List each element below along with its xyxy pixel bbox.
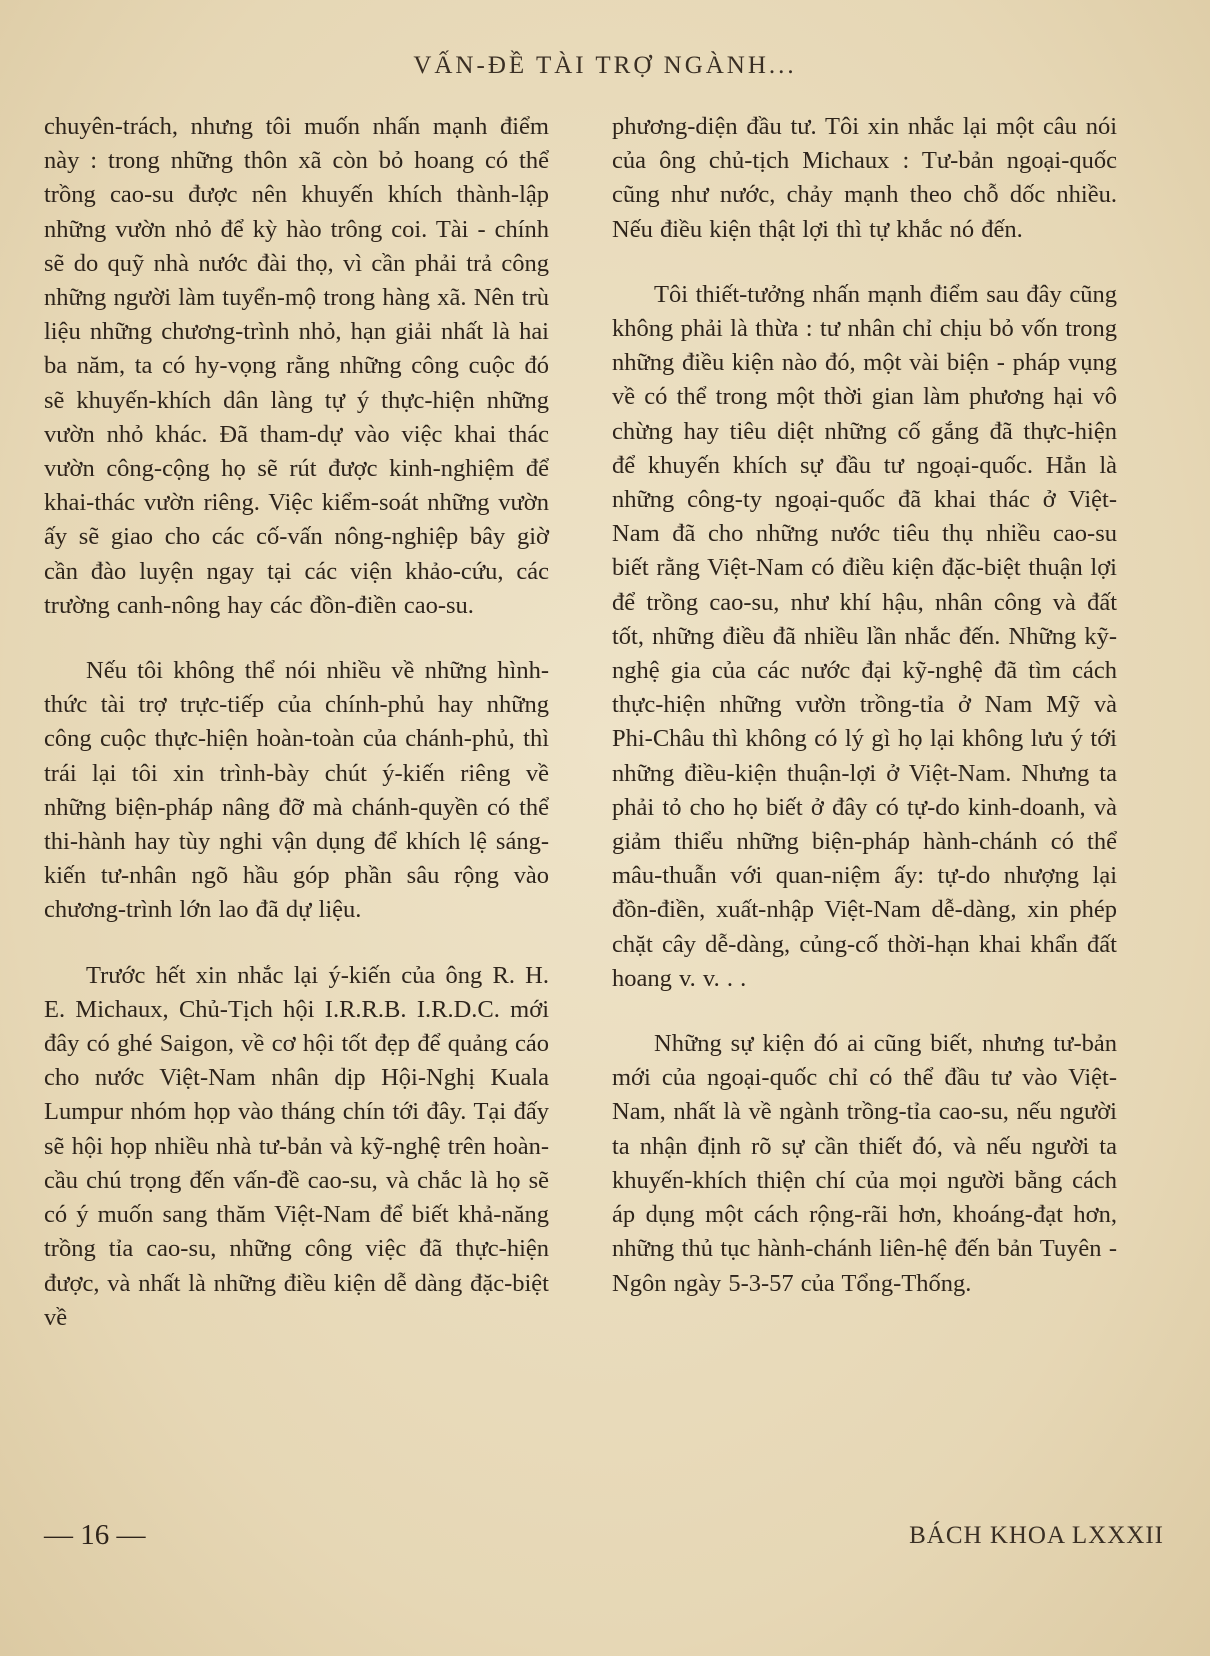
right-paragraph-1: phương-diện đầu tư. Tôi xin nhắc lại một câu nói của ông chủ-tịch Michaux : Tư-bản ngoại-quốc cũng như nước, chảy mạnh theo chỗ dốc nhiều. Nếu điều kiện thật lợi thì tự khắc nó đến. <box>612 113 1117 243</box>
left-column <box>44 110 549 1335</box>
page-number: — 16 — <box>44 1519 146 1551</box>
left-paragraph-3: Trước hết xin nhắc lại ý-kiến của ông R. H. E. Michaux, Chủ-Tịch hội I.R.R.B. I.R.D.C. mới đây có ghé Saigon, về cơ hội tốt đẹp để quảng cáo cho nước Việt-Nam nhân dịp Hội-Nghị Kuala Lumpur nhóm họp vào tháng chín tới đây. Tại đấy sẽ hội họp nhiều nhà tư-bản và kỹ-nghệ trên hoàn-cầu chú trọng đến vấn-đề cao-su, và chắc là họ sẽ có ý muốn sang thăm Việt-Nam để biết khả-năng trồng tỉa cao-su, những công việc đã thực-hiện được, và nhất là những điều kiện dễ dàng đặc-biệt về <box>44 961 549 1331</box>
right-column <box>612 110 1117 1301</box>
magazine-issue: BÁCH KHOA LXXXII <box>909 1522 1164 1549</box>
left-paragraph-1: chuyên-trách, nhưng tôi muốn nhấn mạnh điểm này : trong những thôn xã còn bỏ hoang có thể trồng cao-su được nên khuyến khích thành-lập những vườn nhỏ để kỳ hào trông coi. Tài - chính sẽ do quỹ nhà nước đài thọ, vì cần phải trả công những người làm tuyển-mộ trong hàng xã. Nên trù liệu những chương-trình nhỏ, hạn giải nhất là hai ba năm, ta có hy-vọng rằng những công cuộc đó sẽ khuyến-khích dân làng tự ý thực-hiện những vườn nhỏ khác. Đã tham-dự vào việc khai thác vườn công-cộng họ sẽ rút được kinh-nghiệm để khai-thác vườn riêng. Việc kiểm-soát những vườn ấy sẽ giao cho các cố-vấn nông-nghiệp bây giờ cần đào luyện ngay tại các viện khảo-cứu, các trường canh-nông hay các đồn-điền cao-su. <box>44 113 549 619</box>
left-paragraph-2: Nếu tôi không thể nói nhiều về những hình-thức tài trợ trực-tiếp của chính-phủ hay những công cuộc thực-hiện hoàn-toàn của chánh-phủ, thì trái lại tôi xin trình-bày chút ý-kiến riêng về những biện-pháp nâng đỡ mà chánh-quyền có thể thi-hành hay tùy nghi vận dụng để khích lệ sáng-kiến tư-nhân ngõ hầu góp phần sâu rộng vào chương-trình lớn lao đã dự liệu. <box>44 657 549 924</box>
right-paragraph-2: Tôi thiết-tưởng nhấn mạnh điểm sau đây cũng không phải là thừa : tư nhân chỉ chịu bỏ vốn trong những điều kiện nào đó, một vài biện - pháp vụng về có thể trong một thời gian làm phương hại vô chừng hay tiêu diệt những cố gắng đã thực-hiện để khuyến khích sự đầu tư ngoại-quốc. Hẳn là những công-ty ngoại-quốc đã khai thác ở Việt-Nam đã cho những nước tiêu thụ nhiều cao-su biết rằng Việt-Nam có điều kiện đặc-biệt thuận lợi để trồng cao-su, như khí hậu, nhân công và đất tốt, những điều đã nhiều lần nhắc đến. Những kỹ-nghệ gia của các nước đại kỹ-nghệ đã tìm cách thực-hiện những vườn trồng-tỉa ở Nam Mỹ và Phi-Châu thì không có lý gì họ lại không lưu ý tới những điều-kiện thuận-lợi ở Việt-Nam. Nhưng ta phải tỏ cho họ biết ở đây có tự-do kinh-doanh, và giảm thiểu những biện-pháp hành-chánh có thể mâu-thuẫn với quan-niệm ấy: tự-do nhượng lại đồn-điền, xuất-nhập Việt-Nam dễ-dàng, xin phép chặt cây dễ-dàng, củng-cố thời-hạn khai khẩn đất hoang v. v. . . <box>612 280 1117 992</box>
right-paragraph-3: Những sự kiện đó ai cũng biết, nhưng tư-bản mới của ngoại-quốc chỉ có thể đầu tư vào Việt-Nam, nhất là về ngành trồng-tỉa cao-su, nếu người ta nhận định rõ sự cần thiết đó, và nếu người ta khuyến-khích thiện chí của mọi người bằng cách áp dụng một cách rộng-rãi hơn, khoáng-đạt hơn, những thủ tục hành-chánh liên-hệ đến bản Tuyên - Ngôn ngày 5-3-57 của Tổng-Thống. <box>612 1030 1117 1297</box>
running-header: VẤN-ĐỀ TÀI TRỢ NGÀNH... <box>413 52 797 79</box>
